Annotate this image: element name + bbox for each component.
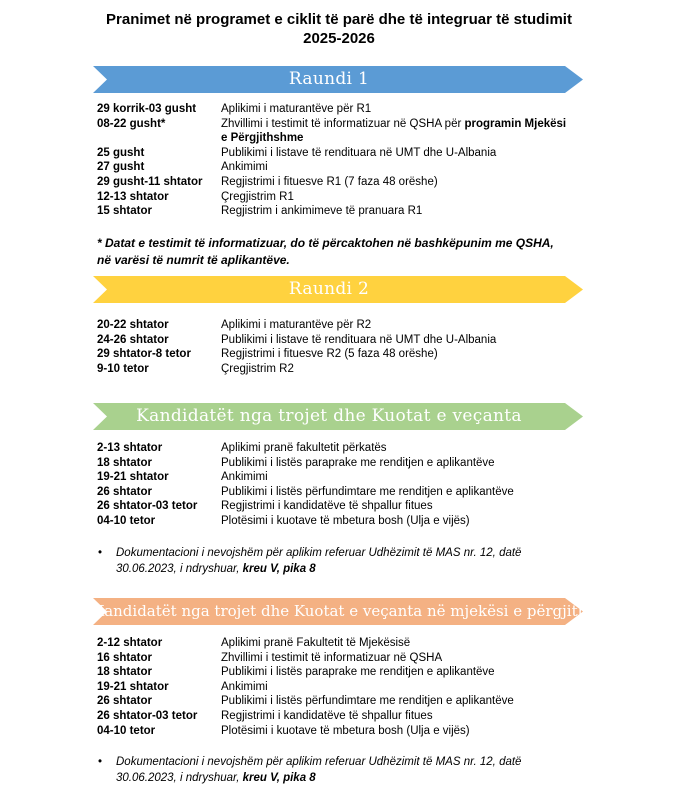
- schedule-row: [97, 204, 567, 219]
- row-description: Publikimi i listës përfundimtare me renditjen e aplikantëve: [221, 485, 514, 498]
- bullet-icon: •: [98, 547, 103, 559]
- row-description: Publikimi i listave të rendituara në UMT dhe U-Albania: [221, 146, 497, 159]
- row-description: Ankimimi: [221, 161, 268, 174]
- row-date: 29 korrik-03 gusht: [97, 103, 197, 115]
- row-description: Zhvillimi i testimit të informatizuar në QSHA: [221, 651, 443, 664]
- row-date: 12-13 shtator: [97, 190, 169, 203]
- row-description: Publikimi i listës paraprake me renditjen e aplikantëve: [221, 456, 495, 469]
- banner-round-1: [93, 66, 583, 93]
- schedule-row: [97, 362, 567, 377]
- schedule-row: [97, 190, 567, 205]
- row-description: Aplikimi pranë Fakultetit të Mjekësisë: [221, 637, 411, 649]
- schedule-row: [97, 117, 567, 146]
- row-description-text: Zhvillimi i testimit të informatizuar në QSHA për: [221, 117, 465, 130]
- banner-special-quotas: [93, 403, 583, 430]
- row-description: Regjistrimi i kandidatëve të shpallur fitues: [221, 709, 433, 722]
- row-date: 19-21 shtator: [97, 680, 169, 693]
- schedule-row: [97, 102, 567, 117]
- row-date: 26 shtator: [97, 695, 152, 708]
- note-text: Dokumentacioni i nevojshëm për aplikim referuar Udhëzimit të MAS nr. 12, datë 30.06.2023, i ndryshuar,: [116, 547, 522, 575]
- row-description: Ankimimi: [221, 680, 268, 693]
- row-date: 04-10 tetor: [97, 724, 156, 737]
- banner-title-round-2: Raundi 2: [288, 279, 370, 299]
- schedule-row: [97, 347, 567, 362]
- schedule-row: [97, 709, 567, 724]
- row-date: 25 gusht: [97, 146, 145, 159]
- row-date: 26 shtator-03 tetor: [97, 500, 198, 513]
- schedule-row: [97, 456, 567, 471]
- row-description: Publikimi i listës paraprake me renditjen e aplikantëve: [221, 666, 495, 679]
- row-description: Aplikimi pranë fakultetit përkatës: [221, 442, 387, 454]
- row-description: Regjistrimi i fituesve R1 (7 faza 48 orëshe): [221, 175, 438, 188]
- schedule-row: [97, 333, 567, 348]
- schedule-row: [97, 680, 567, 695]
- schedule-round-1: [97, 102, 567, 219]
- schedule-row: [97, 485, 567, 500]
- row-description: Regjistrim i ankimimeve të pranuara R1: [221, 205, 423, 218]
- note-text: Dokumentacioni i nevojshëm për aplikim referuar Udhëzimit të MAS nr. 12, datë 30.06.2023, i ndryshuar,: [116, 756, 522, 784]
- schedule-row: [97, 694, 567, 709]
- row-description: Çregjistrim R1: [221, 190, 294, 203]
- row-description: Plotësimi i kuotave të mbetura bosh (Ulja e vijës): [221, 514, 470, 527]
- row-description-bold: programin Mjekësi e Përgjithshme: [221, 117, 567, 145]
- documentation-note-medicine: [98, 754, 578, 786]
- row-date: 29 gusht-11 shtator: [97, 175, 203, 188]
- row-description: Aplikimi i maturantëve për R1: [221, 103, 372, 115]
- note-reference: kreu V, pika 8: [242, 772, 316, 784]
- row-date: 2-12 shtator: [97, 637, 163, 649]
- row-date: 20-22 shtator: [97, 319, 169, 331]
- schedule-row: [97, 470, 567, 485]
- schedule-round-2: [97, 318, 567, 376]
- schedule-row: [97, 651, 567, 666]
- banner-title-special-quotas: Kandidatët nga trojet dhe Kuotat e veçanta: [136, 406, 522, 426]
- row-description: Publikimi i listës përfundimtare me renditjen e aplikantëve: [221, 695, 514, 708]
- row-description: Aplikimi i maturantëve për R2: [221, 319, 372, 331]
- note-reference: kreu V, pika 8: [242, 563, 316, 575]
- schedule-row: [97, 146, 567, 161]
- page-title: [0, 10, 678, 48]
- schedule-row: [97, 318, 567, 333]
- row-date: 29 shtator-8 tetor: [97, 348, 191, 361]
- documentation-note-special: [98, 545, 578, 577]
- row-date: 08-22 gusht*: [97, 117, 166, 130]
- banner-medicine: [93, 598, 628, 625]
- schedule-row: [97, 175, 567, 190]
- schedule-row: [97, 724, 567, 739]
- row-date: 18 shtator: [97, 666, 152, 679]
- schedule-row: [97, 160, 567, 175]
- row-date: 24-26 shtator: [97, 333, 169, 346]
- row-description: Regjistrimi i fituesve R2 (5 faza 48 orëshe): [221, 348, 438, 361]
- row-description: Ankimimi: [221, 471, 268, 484]
- row-date: 04-10 tetor: [97, 514, 156, 527]
- documentation-note-text: [116, 754, 578, 786]
- schedule-row: [97, 636, 567, 651]
- documentation-note-text: [116, 545, 578, 577]
- row-date: 2-13 shtator: [97, 442, 163, 454]
- row-date: 26 shtator: [97, 485, 152, 498]
- banner-title-round-1: Raundi 1: [288, 69, 370, 89]
- schedule-special-quotas: [97, 441, 567, 529]
- bullet-icon: •: [98, 756, 103, 768]
- banner-title-medicine: Kandidatët nga trojet dhe Kuotat e veçanta në mjekësi e përgjithshme: [93, 602, 628, 620]
- row-description: Plotësimi i kuotave të mbetura bosh (Ulja e vijës): [221, 724, 470, 737]
- row-date: 9-10 tetor: [97, 362, 149, 375]
- row-date: 19-21 shtator: [97, 471, 169, 484]
- page-title-line2: 2025-2026: [303, 30, 375, 47]
- row-description: [221, 117, 567, 146]
- row-description: Regjistrimi i kandidatëve të shpallur fitues: [221, 500, 433, 513]
- schedule-row: [97, 514, 567, 529]
- row-date: 15 shtator: [97, 205, 152, 218]
- row-description: Publikimi i listave të rendituara në UMT dhe U-Albania: [221, 333, 497, 346]
- row-description: Çregjistrim R2: [221, 362, 294, 375]
- row-date: 16 shtator: [97, 651, 152, 664]
- schedule-row: [97, 665, 567, 680]
- schedule-row: [97, 441, 567, 456]
- page-title-line1: Pranimet në programet e ciklit të parë dhe të integruar të studimit: [106, 11, 572, 28]
- banner-round-2: [93, 276, 583, 303]
- testing-dates-note: * Datat e testimit të informatizuar, do të përcaktohen në bashkëpunim me QSHA, në varësi të numrit të aplikantëve.: [97, 236, 554, 267]
- row-date: 27 gusht: [97, 161, 145, 174]
- schedule-row: [97, 499, 567, 514]
- row-date: 26 shtator-03 tetor: [97, 709, 198, 722]
- row-date: 18 shtator: [97, 456, 152, 469]
- schedule-medicine: [97, 636, 567, 738]
